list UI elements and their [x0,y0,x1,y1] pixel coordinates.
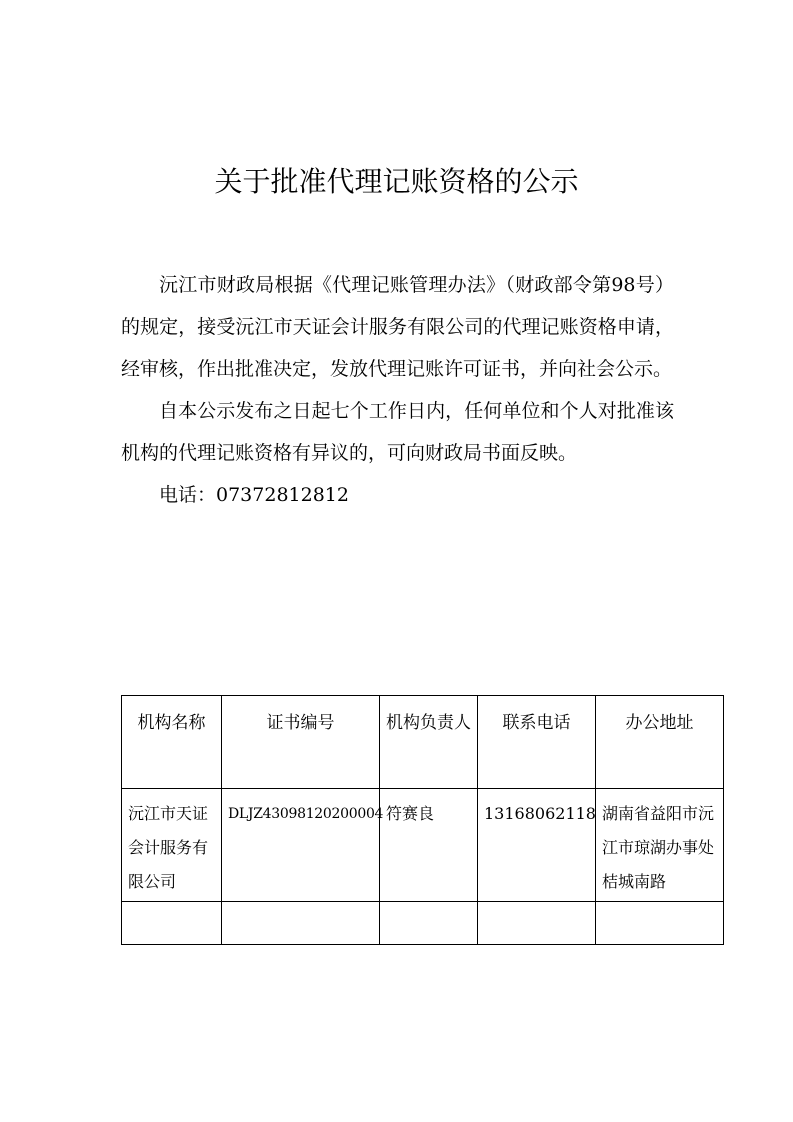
institution-table [121,695,724,945]
cell-institution-name: 沅江市天证会计服务有限公司 [122,789,222,902]
empty-cell [222,902,380,945]
header-institution-name: 机构名称 [122,696,222,789]
table-row-empty [122,902,724,945]
header-person-in-charge: 机构负责人 [380,696,478,789]
empty-cell [596,902,724,945]
paragraph-phone: 电话：07372812812 [159,484,349,506]
empty-cell [478,902,596,945]
header-certificate-number: 证书编号 [222,696,380,789]
document-body [121,264,674,516]
header-contact-phone: 联系电话 [478,696,596,789]
paragraph-objection: 自本公示发布之日起七个工作日内，任何单位和个人对批准该机构的代理记账资格有异议的，可向财政局书面反映。 [121,400,674,464]
paragraph-intro: 沅江市财政局根据《代理记账管理办法》（财政部令第98号）的规定，接受沅江市天证会计服务有限公司的代理记账资格申请，经审核，作出批准决定，发放代理记账许可证书，并向社会公示。 [121,274,674,380]
cell-person-in-charge: 符赛良 [380,789,478,902]
cell-certificate-number: DLJZ43098120200004 [222,789,380,902]
empty-cell [380,902,478,945]
document-title: 关于批准代理记账资格的公示 [214,165,579,198]
table-header-row [122,696,724,789]
cell-contact-phone: 13168062118 [478,789,596,902]
header-office-address: 办公地址 [596,696,724,789]
empty-cell [122,902,222,945]
table-row [122,789,724,902]
cell-office-address: 湖南省益阳市沅江市琼湖办事处桔城南路 [596,789,724,902]
